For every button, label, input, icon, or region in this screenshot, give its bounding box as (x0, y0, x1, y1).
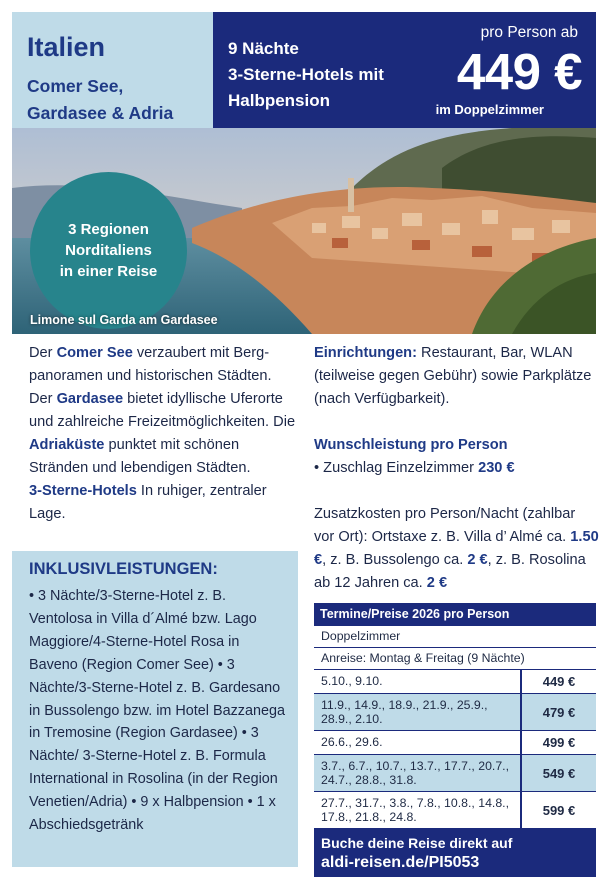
row-price: 599 € (520, 792, 596, 828)
subtitle-line: Comer See, (27, 76, 124, 96)
booking-hint: Buche deine Reise direkt auf (321, 835, 513, 851)
row-price: 449 € (520, 670, 596, 693)
header-title-box (12, 12, 213, 128)
price-table (314, 603, 596, 877)
headline-price: 449 € (456, 43, 582, 100)
room-type-row: Doppelzimmer (314, 626, 596, 648)
inclusive-text: • 3 Nächte/3-Sterne-Hotel z. B. Ventolosa in Villa d´Almé bzw. Lago Maggiore/4-Sterne-Hotel Rosa in Baveno (Region Comer See) • 3 Nächte/3-Sterne-Hotel z. B. Gardesano in Bussolengo bzw. im Hotel Bazzanega in Tremosine (Region Gardasee) • 3 Nächte/ 3-Sterne-Hotel z. B. Formula International in Rosolina (in der Region Venetien/Adria) • 9 x Halbpension • 1 x Abschiedsgetränk (29, 588, 285, 834)
regions-badge (30, 172, 187, 329)
booking-link[interactable]: aldi-reisen.de/PI5053 (321, 854, 480, 871)
row-price: 479 € (520, 694, 596, 730)
hotels-paragraph: 3-Sterne-Hotels In ruhiger, zentraler Lage. (29, 483, 267, 522)
row-dates: 26.6., 29.6. (321, 735, 383, 750)
photo-caption: Limone sul Garda am Gardasee (30, 313, 218, 327)
intro-paragraph: Der Comer See verzaubert mit Bergpanoramen und historischen Städten. Der Gardasee bietet idyllische Uferorte und zahlreiche Freizeitmöglichkeiten. Die Adriaküste punktet mit schönen Stränden und lebendigen Städten. (29, 345, 296, 476)
offer-line: Halbpension (228, 91, 331, 110)
facilities-paragraph: Einrichtungen: Restaurant, Bar, WLAN (teilweise gegen Gebühr) sowie Parkplätze (nach Verfügbarkeit). (314, 345, 592, 407)
details-text (314, 342, 599, 595)
row-dates: 11.9., 14.9., 18.9., 21.9., 25.9., 28.9., 2.10. (314, 694, 520, 730)
wish-item: • Zuschlag Einzelzimmer 230 € (314, 460, 515, 476)
table-row (314, 670, 596, 694)
intro-text (29, 342, 299, 526)
row-dates: 5.10., 9.10. (321, 674, 383, 689)
highlight-garda: Gardasee (56, 391, 124, 407)
per-person-label: pro Person ab (480, 24, 578, 41)
highlight-adria: Adriaküste (29, 437, 105, 453)
page-subtitle (27, 73, 173, 127)
subtitle-line: Gardasee & Adria (27, 103, 174, 123)
row-price: 549 € (520, 755, 596, 791)
inclusive-box (12, 551, 298, 867)
inclusive-title: INKLUSIVLEISTUNGEN: (29, 560, 218, 578)
row-dates: 3.7., 6.7., 10.7., 13.7., 17.7., 20.7., 24.7., 28.8., 31.8. (314, 755, 520, 791)
row-dates: 27.7., 31.7., 3.8., 7.8., 10.8., 14.8., 17.8., 21.8., 24.8. (321, 795, 510, 824)
highlight-comer: Comer See (56, 345, 133, 361)
badge-line: in einer Reise (59, 263, 158, 280)
price-table-title: Termine/Preise 2026 pro Person (314, 603, 596, 626)
row-price: 499 € (520, 731, 596, 754)
table-row (314, 694, 596, 731)
wish-title: Wunschleistung pro Person (314, 437, 508, 453)
offer-summary (228, 36, 384, 114)
room-type-label: im Doppelzimmer (435, 102, 544, 117)
arrival-row: Anreise: Montag & Freitag (9 Nächte) (314, 648, 596, 670)
badge-line: 3 Regionen (68, 221, 149, 238)
header-offer-box (213, 12, 596, 128)
offer-line: 3-Sterne-Hotels mit (228, 65, 384, 84)
offer-line: 9 Nächte (228, 39, 299, 58)
badge-line: Norditaliens (65, 242, 152, 259)
table-row (314, 755, 596, 792)
extra-costs: Zusatzkosten pro Person/Nacht (zahlbar vor Ort): Ortstaxe z. B. Villa d’ Almé ca. 1.50 €, z. B. Bussolengo ca. 2 €, z. B. Rosolina ab 12 Jahren ca. 2 € (314, 506, 599, 591)
table-row (314, 731, 596, 755)
page-title: Italien (27, 32, 106, 62)
table-row (314, 792, 596, 829)
booking-footer (314, 829, 596, 877)
